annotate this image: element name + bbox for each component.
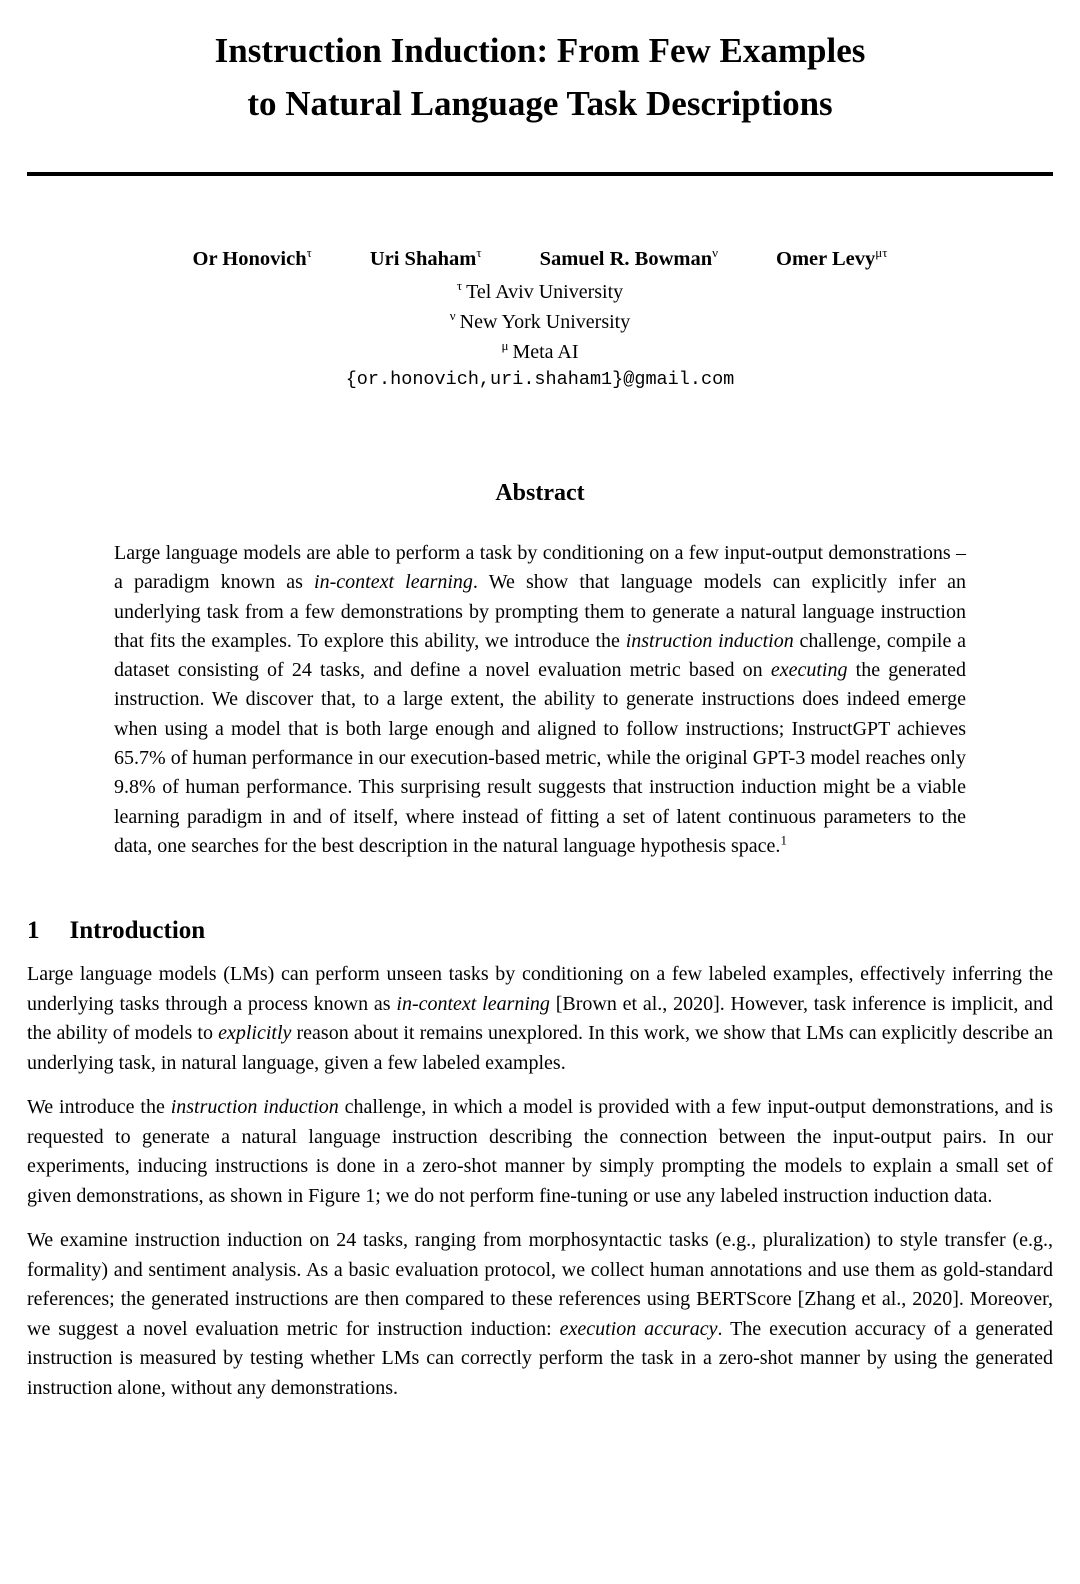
abstract-text: Large language models are able to perform a task by conditioning on a few input-output demonstrations – a paradigm known as in-context learning. We show that language models can explicitly infer an underlying task from a few demonstrations by prompting them to generate a natural language instruction that fits the examples. To explore this ability, we introduce the instruction induction challenge, compile a dataset consisting of 24 tasks, and define a novel evaluation metric based on executing the generated instruction. We discover that, to a large extent, the ability to generate instructions does indeed emerge when using a model that is both large enough and aligned to follow instructions; InstructGPT achieves 65.7% of human performance in our execution-based metric, while the original GPT-3 model reaches only 9.8% of human performance. This surprising result suggests that instruction induction might be a viable learning paradigm in and of itself, where instead of fitting a set of latent continuous parameters to the data, one searches for the best description in the natural language hypothesis space.$^1$ — [114, 542, 967, 857]
author-name: Or Honovich — [192, 248, 307, 270]
intro-paragraph: Large language models (LMs) can perform unseen tasks by conditioning on a few labeled examples, effectively inferring the underlying tasks through a process known as in-context learning [Brown et al., 2020]. However, task inference is implicit, and the ability of models to explicitly reason about it remains unexplored. In this work, we show that LMs can explicitly describe an underlying task, in natural language, given a few labeled examples. — [27, 963, 1054, 1074]
author-name: Uri Shaham — [369, 248, 477, 270]
author — [192, 245, 312, 271]
affiliation-list — [27, 277, 1053, 367]
author-name: Samuel R. Bowman — [539, 248, 713, 270]
intro-paragraph: We examine instruction induction on 24 tasks, ranging from morphosyntactic tasks (e.g., pluralization) to style transfer (e.g., formality) and sentiment analysis. As a basic evaluation protocol, we collect human annotations and use them as gold-standard references; the generated instructions are then compared to these references using BERTScore [Zhang et al., 2020]. Moreover, we suggest a novel evaluation metric for instruction induction: execution accuracy. The execution accuracy of a generated instruction is measured by testing whether LMs can correctly perform the task in a zero-shot manner by using the generated instruction alone, without any demonstrations. — [27, 1229, 1053, 1399]
paper-title — [27, 24, 1053, 130]
author-affiliation-mark: μτ — [875, 245, 888, 261]
contact-email: {or.honovich,uri.shaham1}@gmail.com — [345, 369, 735, 390]
affiliation-mark: μ — [501, 338, 509, 354]
section-number: 1 — [27, 917, 40, 945]
intro-paragraph: We introduce the instruction induction challenge, in which a model is provided with a few input-output demonstrations, and is requested to generate a natural language instruction describing the connection between the input-output pairs. In our experiments, inducing instructions is done in a zero-shot manner by simply prompting the models to explain a small set of given demonstrations, as shown in Figure 1; we do not perform fine-tuning or use any labeled instruction induction data. — [27, 1096, 1053, 1207]
section-heading-introduction — [27, 917, 1053, 945]
abstract-heading: Abstract — [495, 480, 585, 506]
author — [776, 245, 888, 271]
author — [369, 245, 482, 271]
author-affiliation-mark: ν — [712, 245, 719, 261]
paper-title-line2: to Natural Language Task Descriptions — [247, 84, 833, 123]
affiliation-name: Meta AI — [512, 341, 579, 363]
affiliation-name: Tel Aviv University — [466, 281, 624, 303]
title-divider — [27, 172, 1053, 176]
affiliation-name: New York University — [459, 311, 631, 333]
author — [539, 245, 719, 271]
author-name: Omer Levy — [776, 248, 876, 270]
affiliation — [27, 337, 1053, 367]
affiliation-mark: ν — [449, 308, 456, 324]
affiliation — [27, 277, 1053, 307]
affiliation-mark: τ — [456, 278, 463, 294]
author-affiliation-mark: τ — [306, 245, 312, 261]
author-affiliation-mark: τ — [476, 245, 482, 261]
affiliation — [27, 307, 1053, 337]
section-title: Introduction — [69, 917, 206, 945]
author-list — [27, 245, 1053, 271]
paper-page — [0, 24, 1080, 1403]
paper-title-line1: Instruction Induction: From Few Examples — [214, 31, 866, 70]
